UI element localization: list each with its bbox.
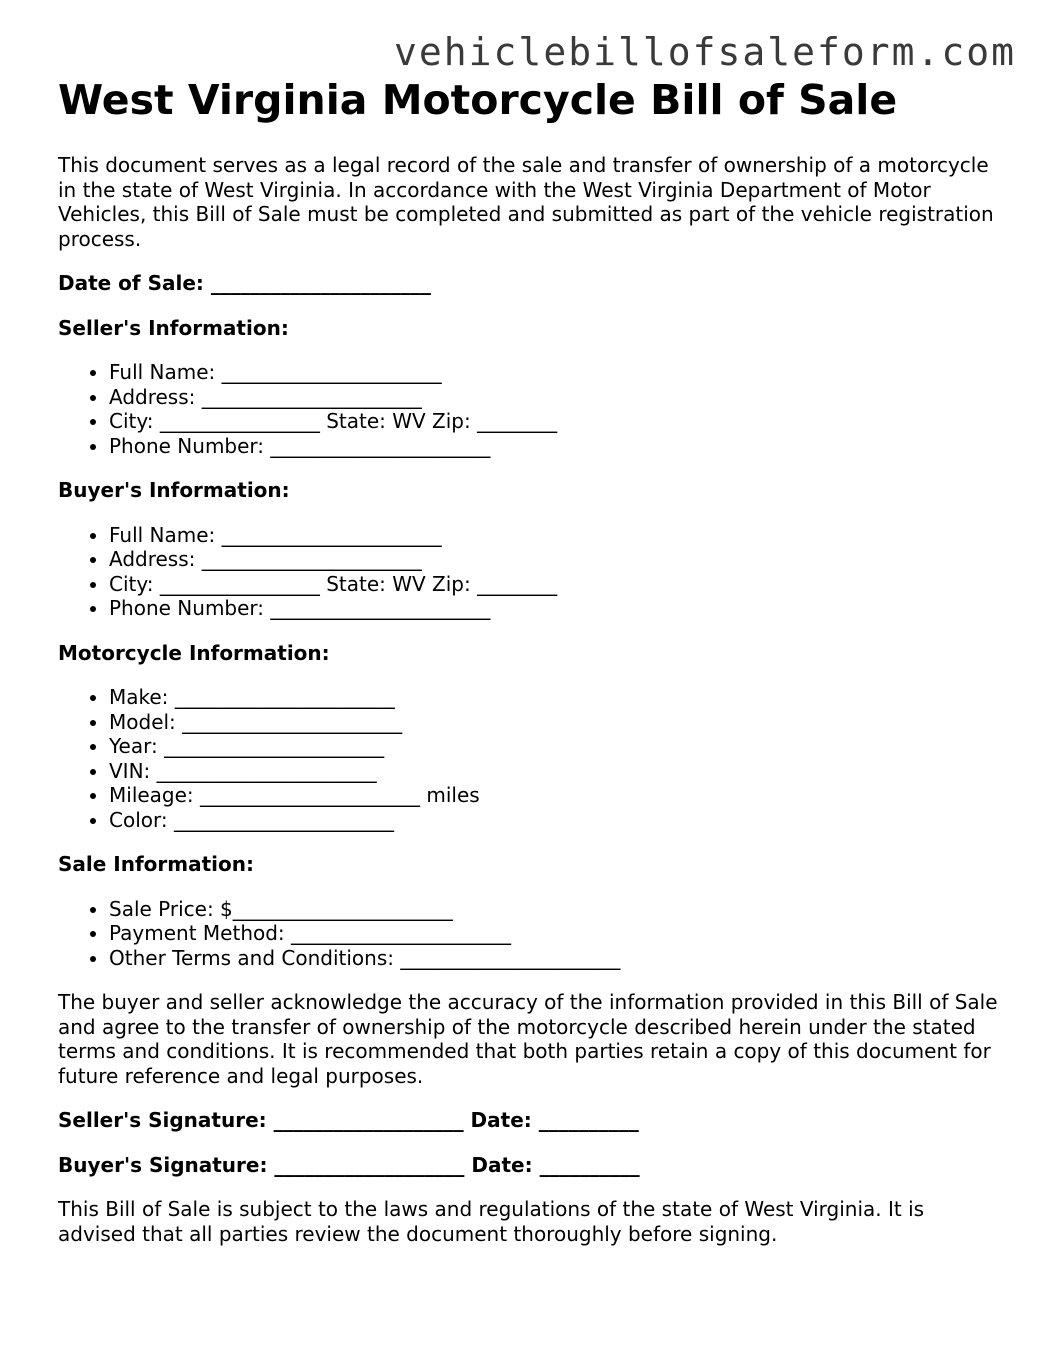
seller-section-heading: Seller's Information:: [58, 315, 289, 340]
seller-address-field: • Address: ______________________: [109, 385, 998, 410]
seller-phone-field: • Phone Number: ______________________: [109, 434, 998, 459]
closing-paragraph: This Bill of Sale is subject to the laws and regulations of the state of West Virginia. It is advised that all parties review the document thoroughly before signing.: [58, 1197, 925, 1246]
sale-section-heading: Sale Information:: [58, 852, 254, 876]
buyer-full-name-field: • Full Name: ______________________: [109, 523, 998, 548]
motorcycle-fields-list: [58, 685, 998, 832]
motorcycle-model-field: • Model: ______________________: [109, 710, 998, 735]
seller-full-name-field: • Full Name: ______________________: [109, 360, 998, 385]
sale-fields-list: [58, 897, 998, 971]
payment-method-field: • Payment Method: ______________________: [109, 921, 998, 946]
motorcycle-year-field: • Year: ______________________: [109, 734, 998, 759]
motorcycle-section-heading: Motorcycle Information:: [58, 640, 330, 665]
acknowledgement-paragraph: The buyer and seller acknowledge the accuracy of the information provided in this Bill of Sale and agree to the transfer of ownership of the motorcycle described herein under the stated terms and conditions. It is recommended that both parties retain a copy of this document for future reference and legal purposes.: [58, 990, 998, 1088]
buyer-signature-line: Buyer's Signature: ___________________ Date: __________: [58, 1152, 640, 1177]
sale-price-field: • Sale Price: $______________________: [109, 897, 998, 922]
buyer-address-field: • Address: ______________________: [109, 547, 998, 572]
bill-of-sale-document: [58, 76, 998, 1246]
buyer-section-heading: Buyer's Information:: [58, 478, 290, 502]
buyer-city-state-zip-field: • City: ________________ State: WV Zip: ________: [109, 572, 998, 597]
seller-fields-list: [58, 360, 998, 458]
buyer-fields-list: [58, 523, 998, 621]
date-of-sale-field: Date of Sale: ______________________: [58, 271, 431, 295]
motorcycle-color-field: • Color: ______________________: [109, 808, 998, 833]
buyer-phone-field: • Phone Number: ______________________: [109, 596, 998, 621]
document-title: West Virginia Motorcycle Bill of Sale: [58, 76, 898, 124]
motorcycle-mileage-field: • Mileage: ______________________ miles: [109, 783, 998, 808]
motorcycle-vin-field: • VIN: ______________________: [109, 759, 998, 784]
seller-city-state-zip-field: • City: ________________ State: WV Zip: ________: [109, 409, 998, 434]
seller-signature-line: Seller's Signature: ___________________ Date: __________: [58, 1108, 639, 1132]
intro-paragraph: This document serves as a legal record of the sale and transfer of ownership of a motorcycle in the state of West Virginia. In accordance with the West Virginia Department of Motor Vehicles, this Bill of Sale must be completed and submitted as part of the vehicle registration process.: [58, 153, 994, 251]
other-terms-field: • Other Terms and Conditions: ______________________: [109, 946, 998, 971]
motorcycle-make-field: • Make: ______________________: [109, 685, 998, 710]
site-watermark: vehiclebillofsaleform.com: [394, 30, 1016, 74]
